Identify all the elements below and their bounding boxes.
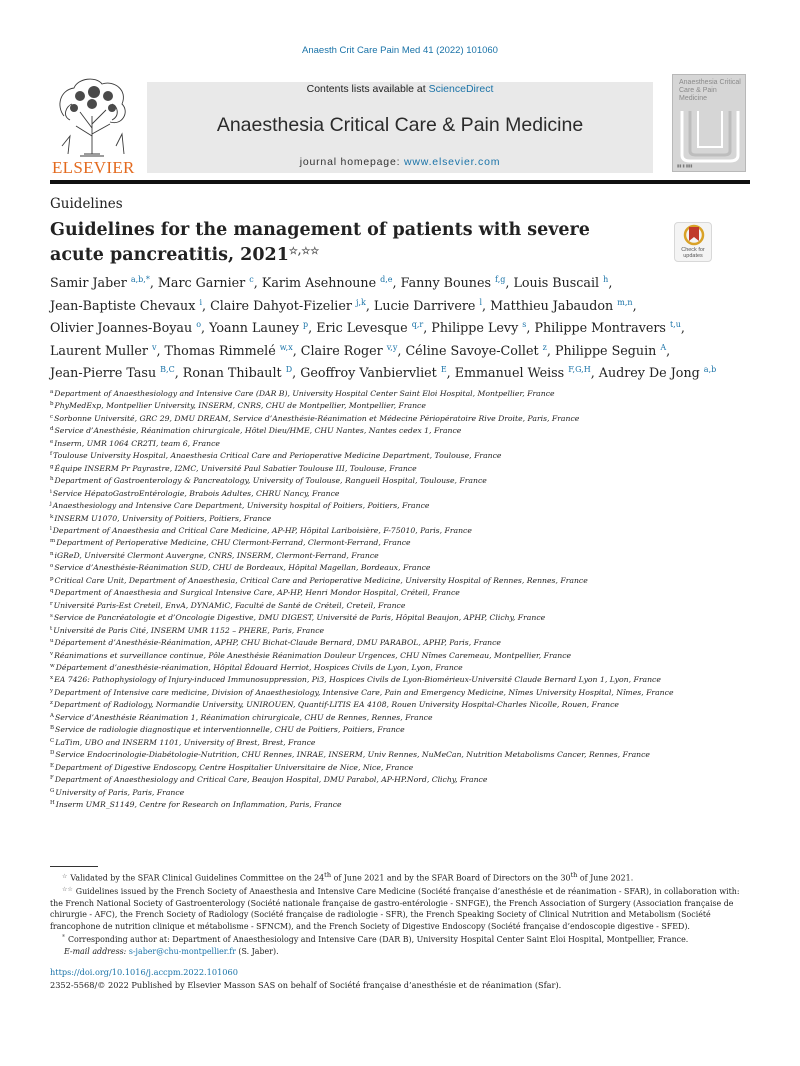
affiliation-text: Université de Paris Cité, INSERM UMR 1152 – PHERE, Paris, France xyxy=(53,625,325,635)
affiliation-item xyxy=(50,412,760,424)
affiliation-item xyxy=(50,561,760,573)
affiliation-key: D xyxy=(50,750,55,757)
article-title xyxy=(50,219,630,266)
footnote-text: Corresponding author at: Department of Anaesthesiology and Intensive Care (DAR B), University Hospital Center Saint Eloi Hospital, Montpellier, France. xyxy=(68,935,689,945)
journal-homepage xyxy=(147,156,653,168)
cover-footer: ▮▮ ▮ ▮▮▮ xyxy=(677,163,693,168)
title-footnote-marks[interactable]: ☆,☆☆ xyxy=(288,246,320,257)
affiliation-key: A xyxy=(50,712,54,719)
affiliation-key: E xyxy=(50,762,55,769)
author-affiliation-marks[interactable]: a,b xyxy=(703,365,717,374)
author-name[interactable]: Audrey De Jong xyxy=(598,365,700,380)
affiliation-text: Réanimations et surveillance continue, Pôle Anesthésie Réanimation Douleur Urgences, CHU Nîmes Caremeau, Montpellier, France xyxy=(54,650,572,660)
affiliation-item xyxy=(50,487,760,499)
author-name[interactable]: Claire Roger xyxy=(300,342,383,358)
affiliation-key: i xyxy=(50,488,52,495)
affiliation-key: r xyxy=(50,600,53,607)
affiliation-text: Department of Gastroenterology & Pancreatology, University of Toulouse, Rangueil Hospital, Toulouse, France xyxy=(54,476,487,486)
affiliation-text: Critical Care Unit, Department of Anaesthesia, Critical Care and Perioperative Medicine, University Hospital of Rennes, Rennes, France xyxy=(54,575,588,585)
author-affiliation-marks[interactable]: l xyxy=(479,297,483,307)
affiliation-text: Service d’Anesthésie, Réanimation chirurgicale, Hôtel Dieu/HME, CHU Nantes, Nantes cedex 1, France xyxy=(54,426,462,436)
author-name[interactable]: Thomas Rimmelé xyxy=(164,342,276,358)
affiliation-key: B xyxy=(50,725,55,732)
affiliation-key: e xyxy=(50,438,54,445)
affiliation-text: PhyMedExp, Montpellier University, INSERM, CNRS, CHU de Montpellier, Montpellier, France xyxy=(54,401,426,411)
affiliation-item xyxy=(50,761,760,773)
footnote-mark: * xyxy=(62,934,65,942)
author-name[interactable]: Samir Jaber xyxy=(50,275,127,290)
article-title-text: Guidelines for the management of patients with severe acute pancreatitis, 2021 xyxy=(50,220,590,265)
affiliation-key: u xyxy=(50,638,54,645)
affiliation-item xyxy=(50,773,760,785)
author-name[interactable]: Yoann Launey xyxy=(209,320,299,335)
affiliation-item xyxy=(50,399,760,411)
affiliation-text: Department of Perioperative Medicine, CHU Clermont-Ferrand, Clermont-Ferrand, France xyxy=(56,538,411,548)
author-name[interactable]: Karim Asehnoune xyxy=(261,275,377,290)
author-name[interactable]: Laurent Muller xyxy=(50,342,148,358)
affiliation-key: n xyxy=(50,550,54,557)
affiliation-key: w xyxy=(50,662,55,669)
author-affiliation-marks[interactable]: a,b,* xyxy=(130,275,150,284)
article-section: Guidelines xyxy=(50,196,123,212)
affiliation-item xyxy=(50,449,760,461)
author-name[interactable]: Ronan Thibault xyxy=(182,365,282,380)
affiliation-item xyxy=(50,673,760,685)
affiliation-text: LaTim, UBO and INSERM 1101, University of Brest, Brest, France xyxy=(55,737,316,747)
author-affiliation-marks[interactable]: f,g xyxy=(495,275,506,284)
journal-masthead xyxy=(50,73,750,181)
footnote-text: Validated by the SFAR Clinical Guidelines Committee on the 24 xyxy=(70,873,325,883)
footnote-guidelines xyxy=(50,884,750,932)
author-name[interactable]: Geoffroy Vanbiervliet xyxy=(300,365,437,380)
affiliation-text: Université Paris-Est Creteil, EnvA, DYNAMiC, Faculté de Santé de Créteil, Creteil, France xyxy=(53,600,406,610)
affiliation-key: F xyxy=(50,775,54,782)
affiliation-item xyxy=(50,424,760,436)
affiliation-list xyxy=(50,387,760,810)
author-name[interactable]: Louis Buscail xyxy=(513,275,600,290)
author-name[interactable]: Eric Levesque xyxy=(316,320,408,335)
author-affiliation-marks[interactable]: p xyxy=(303,320,309,329)
affiliation-item xyxy=(50,686,760,698)
affiliation-text: Inserm, UMR 1064 CR2TI, team 6, France xyxy=(54,438,220,448)
affiliation-key: j xyxy=(50,501,52,508)
affiliation-text: Inserm UMR_S1149, Centre for Research on Inflammation, Paris, France xyxy=(55,799,342,809)
author-name[interactable]: Claire Dahyot-Fizelier xyxy=(210,297,352,313)
footnote-email xyxy=(50,946,750,958)
cover-graphic xyxy=(676,107,744,163)
author-affiliation-marks[interactable]: v,y xyxy=(386,342,398,352)
affiliation-key: G xyxy=(50,787,55,794)
author-affiliation-marks[interactable]: E xyxy=(440,365,447,374)
affiliation-text: Département d’Anesthésie-Réanimation, APHP, CHU Bichat-Claude Bernard, DMU PARABOL, APHP, Paris, France xyxy=(54,638,501,648)
affiliation-key: k xyxy=(50,513,54,520)
affiliation-text: Service de radiologie diagnostique et interventionnelle, CHU de Poitiers, Poitiers, France xyxy=(55,725,405,735)
affiliation-item xyxy=(50,723,760,735)
masthead-rule xyxy=(50,180,750,184)
author-affiliation-marks[interactable]: i xyxy=(199,297,202,307)
footnote-corresponding-author xyxy=(50,932,750,946)
affiliation-item xyxy=(50,798,760,810)
affiliation-text: Service Endocrinologie-Diabétologie-Nutrition, CHU Rennes, INRAE, INSERM, Univ Rennes, NuMeCan, Nutrition Metabolisms Cancer, Rennes, France xyxy=(55,750,650,760)
affiliation-item xyxy=(50,611,760,623)
journal-citation[interactable]: Anaesth Crit Care Pain Med 41 (2022) 101060 xyxy=(302,45,498,56)
journal-banner xyxy=(147,82,653,173)
footnote-text: of June 2021 and by the SFAR Board of Directors on the 30 xyxy=(331,873,571,883)
affiliation-text: Department of Intensive care medicine, Division of Anaesthesiology, Intensive Care, Pain and Emergency Medicine, Nîmes University Hospital, Nîmes, France xyxy=(54,687,674,697)
footnote-rule xyxy=(50,866,98,867)
bookmark-icon xyxy=(675,223,713,247)
ordinal-suffix: th xyxy=(570,871,578,879)
ordinal-suffix: th xyxy=(324,871,332,879)
affiliation-text: Department of Digestive Endoscopy, Centre Hospitalier Universitaire de Nice, Nice, France xyxy=(55,762,414,772)
affiliation-text: EA 7426: Pathophysiology of Injury-induced Immunosuppression, Pi3, Hospices Civils de Lyon-Biomérieux-Université Claude Bernard Lyon 1, Lyon, France xyxy=(54,675,661,685)
affiliation-key: z xyxy=(50,700,53,707)
affiliation-item xyxy=(50,586,760,598)
author-affiliation-marks[interactable]: j,k xyxy=(355,297,366,307)
author-name[interactable]: Philippe Levy xyxy=(431,320,519,335)
affiliation-text: iGReD, Université Clermont Auvergne, CNRS, INSERM, Clermont-Ferrand, France xyxy=(54,550,379,560)
affiliation-item xyxy=(50,599,760,611)
author-affiliation-marks[interactable]: q,r xyxy=(411,320,424,329)
affiliation-key: t xyxy=(50,625,53,632)
affiliation-text: Équipe INSERM Pr Payrastre, I2MC, Université Paul Sabatier Toulouse III, Toulouse, France xyxy=(54,463,417,473)
author-name[interactable]: Marc Garnier xyxy=(157,275,246,290)
author-affiliation-marks[interactable]: B,C xyxy=(160,365,175,374)
affiliation-key: g xyxy=(50,463,54,470)
author-affiliation-marks[interactable]: z xyxy=(542,342,547,352)
author-affiliation-marks[interactable]: c xyxy=(249,275,254,284)
affiliation-item xyxy=(50,387,760,399)
author-affiliation-marks[interactable]: v xyxy=(151,342,157,352)
affiliation-text: Department of Anaesthesiology and Intensive Care (DAR B), University Hospital Center Saint Eloi Hospital, Montpellier, France xyxy=(54,389,555,398)
affiliation-key: p xyxy=(50,575,54,582)
affiliation-text: Service d’Anesthésie Réanimation 1, Réanimation chirurgicale, CHU de Rennes, Rennes, France xyxy=(54,712,433,722)
affiliation-item xyxy=(50,661,760,673)
affiliation-key: q xyxy=(50,588,54,595)
doi-link[interactable]: https://doi.org/10.1016/j.accpm.2022.101060 xyxy=(50,967,238,977)
check-for-updates-label: Check for updates xyxy=(681,247,705,259)
author-affiliation-marks[interactable]: h xyxy=(603,275,609,284)
affiliation-text: Service d’Anesthésie-Réanimation SUD, CHU de Bordeaux, Hôpital Magellan, Bordeaux, France xyxy=(54,563,431,573)
affiliation-key: l xyxy=(50,525,52,532)
email-suffix: (S. Jaber). xyxy=(235,946,279,956)
affiliation-item xyxy=(50,536,760,548)
affiliation-text: Department of Anaesthesiology and Critical Care, Beaujon Hospital, DMU Parabol, AP-HP.Nord, Clichy, France xyxy=(54,775,488,785)
affiliation-item xyxy=(50,462,760,474)
affiliation-key: C xyxy=(50,737,55,744)
affiliation-key: d xyxy=(50,426,54,433)
cover-title: Anaesthesia Critical Care & Pain Medicine xyxy=(679,79,741,102)
affiliation-item xyxy=(50,748,760,760)
affiliation-item xyxy=(50,437,760,449)
homepage-prefix: journal homepage: xyxy=(299,156,405,168)
author-name[interactable]: Fanny Bounes xyxy=(400,275,491,290)
footnote-validation xyxy=(50,870,750,884)
affiliation-key: b xyxy=(50,401,54,408)
affiliation-item xyxy=(50,574,760,586)
affiliation-item xyxy=(50,474,760,486)
author-affiliation-marks[interactable]: D xyxy=(285,365,293,374)
author-affiliation-marks[interactable]: A xyxy=(660,342,667,352)
affiliation-text: Department of Anaesthesia and Critical Care Medicine, AP-HP, Hôpital Lariboisière, F-75010, Paris, France xyxy=(52,525,472,535)
contents-line xyxy=(147,83,653,95)
check-for-updates-badge[interactable] xyxy=(674,222,712,262)
footnote-text: of June 2021. xyxy=(577,873,634,883)
author-affiliation-marks[interactable]: d,e xyxy=(380,275,393,284)
affiliation-key: h xyxy=(50,476,54,483)
affiliation-text: INSERM U1070, University of Poitiers, Poitiers, France xyxy=(54,513,272,523)
elsevier-wordmark: ELSEVIER xyxy=(52,158,135,177)
elsevier-tree-logo[interactable] xyxy=(50,76,135,177)
affiliation-text: Département d’anesthésie-réanimation, Hôpital Édouard Herriot, Hospices Civils de Lyon, Lyon, France xyxy=(55,662,463,672)
footnote-text: Guidelines issued by the French Society of Anaesthesia and Intensive Care Medicine (Société française d’anesthésie et de réanimation - SFAR), in collaboration with: the French National Society of Gastroenterology (Société nationale française de gastro-entérologie - SNFGE), the French Association of Surgery (Association française de chirurgie - AFC), the French Society of Radiology (Société française de radiologie - SFR), the French Speaking Society of Clinical Nutrition and Metabolism (Société francophone de nutrition clinique et métabolisme - SFNCM), and the French Society of Digestive Endoscopy (Société française d’endoscopie digestive - SFED). xyxy=(50,887,740,931)
affiliation-item xyxy=(50,786,760,798)
affiliation-text: University of Paris, Paris, France xyxy=(55,787,185,797)
author-name[interactable]: Philippe Seguin xyxy=(554,342,657,358)
affiliation-text: Department of Anaesthesia and Surgical Intensive Care, AP-HP, Henri Mondor Hospital, Créteil, France xyxy=(54,588,460,598)
author-affiliation-marks[interactable]: m,n xyxy=(617,297,633,307)
affiliation-text: Service de Pancréatologie et d’Oncologie Digestive, DMU DIGEST, Université de Paris, Hôpital Beaujon, APHP, Clichy, France xyxy=(53,613,546,623)
affiliation-item xyxy=(50,524,760,536)
author-name[interactable]: Olivier Joannes-Boyau xyxy=(50,320,193,335)
affiliation-key: c xyxy=(50,413,54,420)
affiliation-text: Sorbonne Université, GRC 29, DMU DREAM, Service d’Anesthésie-Réanimation et Médecine Périopératoire Rive Droite, Paris, France xyxy=(54,413,580,423)
author-name[interactable]: Jean-Baptiste Chevaux xyxy=(50,297,196,313)
affiliation-text: Toulouse University Hospital, Anaesthesia Critical Care and Perioperative Medicine Department, Toulouse, France xyxy=(53,451,502,461)
journal-cover-thumbnail[interactable] xyxy=(672,74,746,172)
affiliation-item xyxy=(50,736,760,748)
author-name[interactable]: Matthieu Jabaudon xyxy=(490,297,614,313)
footnotes xyxy=(50,870,750,957)
sciencedirect-link[interactable]: ScienceDirect xyxy=(428,83,494,95)
homepage-link[interactable]: www.elsevier.com xyxy=(404,156,501,168)
affiliation-text: Service HépatoGastroEntérologie, Brabois Adultes, CHRU Nancy, France xyxy=(52,488,340,498)
contents-prefix: Contents lists available at xyxy=(306,83,429,95)
affiliation-text: Department of Radiology, Normandie University, UNIROUEN, Quantif-LITIS EA 4108, Rouen University Hospital-Charles Nicolle, Rouen, France xyxy=(53,700,619,710)
affiliation-item xyxy=(50,512,760,524)
author-name[interactable]: Lucie Darrivere xyxy=(373,297,476,313)
author-name[interactable]: Céline Savoye-Collet xyxy=(405,342,539,358)
affiliation-item xyxy=(50,499,760,511)
author-list: Samir Jaber $^{a,b,*}$, Marc Garnier $^c$, Karim Asehnoune $^{d,e}$, Fanny Bounes $^{f,g}$, Louis Buscail $^h$, Jean-Baptiste Chevaux $^i$, Claire Dahyot-Fizelier $^{j,k}$, Lucie Darrivere $^l$, Matthieu Jabaudon $^{m,n}$, Olivier Joannes-Boyau $^o$, Yoann Launey $^p$, Eric Levesque $^{q,r}$, Philippe Levy $^s$, Philippe Montravers $^{t,u}$, Laurent Muller $^v$, Thomas Rimmelé $^{w,x}$, Claire Roger $^{v,y}$, Céline Savoye-Collet $^z$, Philippe Seguin $^A$, Jean-Pierre Tasu $^{B,C}$, Ronan Thibault $^D$, Geoffroy Vanbiervliet $^E$, Emmanuel Weiss $^{F,G,H}$, Audrey De Jong $^{a,b}$ xyxy=(50,275,717,380)
affiliation-key: m xyxy=(50,538,56,545)
affiliation-item xyxy=(50,711,760,723)
affiliation-text: Anaesthesiology and Intensive Care Department, University hospital of Poitiers, Poitiers, France xyxy=(52,501,430,511)
author-affiliation-marks[interactable]: s xyxy=(522,320,527,329)
affiliation-item xyxy=(50,624,760,636)
author-affiliation-marks[interactable]: F,G,H xyxy=(568,365,591,374)
affiliation-key: x xyxy=(50,675,54,682)
affiliation-key: o xyxy=(50,563,54,570)
journal-title: Anaesthesia Critical Care & Pain Medicine xyxy=(216,114,584,136)
affiliation-key: a xyxy=(50,389,54,395)
affiliation-item xyxy=(50,636,760,648)
affiliation-key: v xyxy=(50,650,54,657)
copyright-notice: 2352-5568/© 2022 Published by Elsevier Masson SAS on behalf of Société française d’anesthésie et de réanimation (Sfar). xyxy=(50,980,562,990)
author-affiliation-marks[interactable]: w,x xyxy=(279,342,293,352)
affiliation-key: H xyxy=(50,799,55,806)
affiliation-key: s xyxy=(50,613,53,620)
affiliation-key: f xyxy=(50,451,53,458)
affiliation-item xyxy=(50,649,760,661)
author-name[interactable]: Philippe Montravers xyxy=(534,320,666,335)
email-label: E-mail address: xyxy=(64,946,129,956)
footnote-mark: ☆ xyxy=(62,872,68,880)
affiliation-key: y xyxy=(50,687,54,694)
author-affiliation-marks[interactable]: t,u xyxy=(669,320,681,329)
email-link[interactable]: s-jaber@chu-montpellier.fr xyxy=(128,946,236,956)
author-name[interactable]: Jean-Pierre Tasu xyxy=(50,365,157,380)
author-affiliation-marks[interactable]: o xyxy=(196,320,202,329)
author-name[interactable]: Emmanuel Weiss xyxy=(454,365,565,380)
footnote-mark: ☆☆ xyxy=(62,886,73,894)
affiliation-item xyxy=(50,698,760,710)
affiliation-item xyxy=(50,549,760,561)
